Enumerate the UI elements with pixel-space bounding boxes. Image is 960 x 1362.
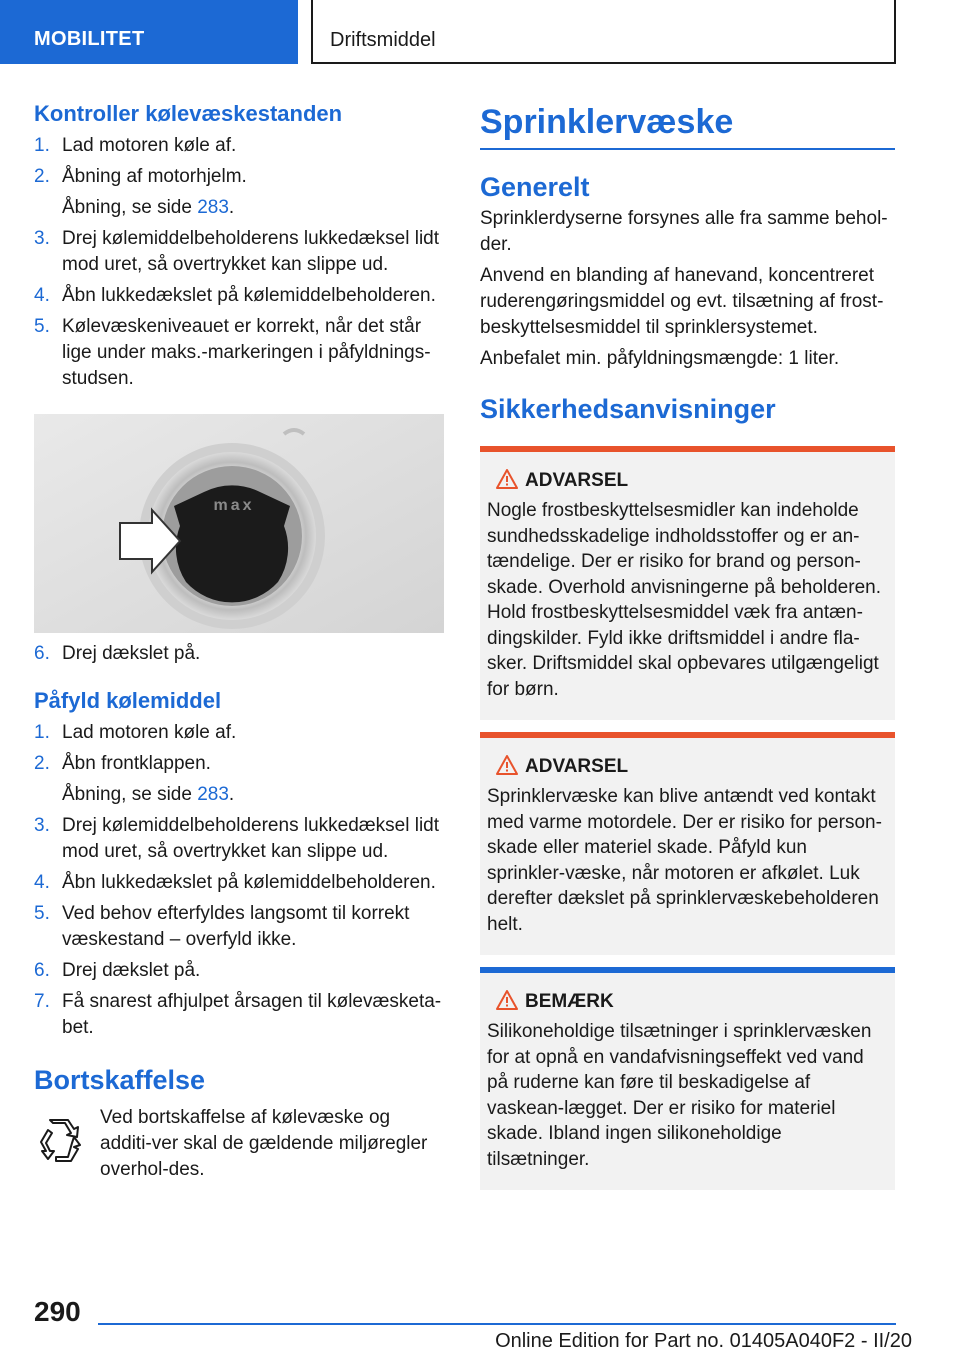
page-link[interactable]: 283 [197, 784, 229, 805]
topic-tab [311, 0, 896, 64]
section-tab [0, 0, 298, 64]
warning-box [480, 732, 895, 955]
notice-text: Silikoneholdige tilsætninger i sprinklervæsken for at opnå en vandafvisningseffekt ved vand på ruderne kan føre til beskadigelse af vaskean-lægget. Der er risiko for materiel skade. Ibland ingen silikoneholdige tilsætninger. [487, 1021, 872, 1170]
list-item: 4. Åbn lukkedækslet på kølemiddelbeholderen. [34, 285, 436, 306]
page-number: 290 [34, 1296, 81, 1327]
section-title: MOBILITET [34, 28, 145, 50]
right-column [480, 100, 895, 1190]
list-item: 2. Åbning af motorhjelm. Åbning, se side 283. [34, 166, 247, 218]
heading-rule [480, 148, 895, 150]
coolant-reservoir-photo [34, 414, 444, 633]
list-item: 7. Få snarest afhjulpet årsagen til kølevæsketa-bet. [34, 991, 442, 1038]
topic-title: Driftsmiddel [330, 29, 436, 51]
refill-coolant-heading: Påfyld kølemiddel [34, 688, 222, 713]
notice-title: BEMÆRK [487, 989, 887, 1015]
disposal-note [34, 1105, 444, 1183]
footer-rule [98, 1323, 896, 1325]
disposal-heading: Bortskaffelse [34, 1065, 206, 1095]
warning-triangle-icon [495, 468, 519, 490]
safety-heading: Sikkerhedsanvisninger [480, 394, 776, 424]
edition-footer: Online Edition for Part no. 01405A040F2 - II/20 [495, 1330, 912, 1352]
left-column [34, 100, 444, 1183]
general-paragraph: Anvend en blanding af hanevand, koncentreret ruderengøringsmiddel og evt. tilsætning af frost-beskyttelsesmiddel til sprinklersystemet. [480, 265, 884, 338]
notice-box [480, 967, 895, 1190]
list-item: 4. Åbn lukkedækslet på kølemiddelbeholderen. [34, 872, 436, 893]
washer-fluid-heading: Sprinklervæske [480, 103, 734, 141]
list-item: 5. Kølevæskeniveauet er korrekt, når det står lige under maks.-markeringen i påfyldnings-studsen. [34, 316, 431, 389]
svg-text:max: max [213, 497, 255, 514]
check-coolant-step6 [34, 641, 444, 667]
warning-title: ADVARSEL [487, 754, 887, 780]
list-item: 3. Drej kølemiddelbeholderens lukkedæksel lidt mod uret, så overtrykket kan slippe ud. [34, 815, 440, 862]
list-item: 3. Drej kølemiddelbeholderens lukkedæksel lidt mod uret, så overtrykket kan slippe ud. [34, 228, 440, 275]
warning-title: ADVARSEL [487, 468, 887, 494]
list-item: 1. Lad motoren køle af. [34, 722, 237, 743]
warning-triangle-icon [495, 989, 519, 1011]
refill-coolant-steps [34, 720, 444, 1041]
list-item: 6. Drej dækslet på. [34, 960, 201, 981]
list-item: 2. Åbn frontklappen. Åbning, se side 283. [34, 753, 235, 805]
page-link[interactable]: 283 [197, 197, 229, 218]
check-coolant-steps [34, 133, 444, 392]
disposal-text: Ved bortskaffelse af kølevæske og additi-ver skal de gældende miljøregler overhol-des. [100, 1107, 428, 1180]
warning-box [480, 446, 895, 720]
general-heading: Generelt [480, 172, 590, 202]
check-coolant-heading: Kontroller kølevæskestanden [34, 101, 343, 126]
recycle-icon [34, 1117, 84, 1167]
general-paragraph: Anbefalet min. påfyldningsmængde: 1 liter. [480, 348, 840, 369]
general-paragraph: Sprinklerdyserne forsynes alle fra samme behol-der. [480, 208, 888, 255]
list-item: 5. Ved behov efterfyldes langsomt til korrekt væskestand – overfyld ikke. [34, 903, 410, 950]
warning-text: Sprinklervæske kan blive antændt ved kontakt med varme motordele. Der er risiko for person-skade eller materiel skade. Påfyld kun sprinkler-væske, når motoren er afkølet. Luk derefter dækslet på sprinklervæskebeholderen helt. [487, 786, 882, 935]
list-item: 1. Lad motoren køle af. [34, 135, 237, 156]
warning-triangle-icon [495, 754, 519, 776]
list-item: 6. Drej dækslet på. [34, 643, 201, 664]
warning-text: Nogle frostbeskyttelsesmidler kan indeholde sundhedsskadelige indholdsstoffer og er an-tændelige. Der er risiko for brand og person-skade. Overhold anvisningerne på beholderen. Hold frostbeskyttelsesmiddel væk fra antæn-dingskilder. Fyld ikke driftsmiddel i andre fla-sker. Driftsmiddel skal opbevares utilgængeligt for børn. [487, 500, 881, 700]
